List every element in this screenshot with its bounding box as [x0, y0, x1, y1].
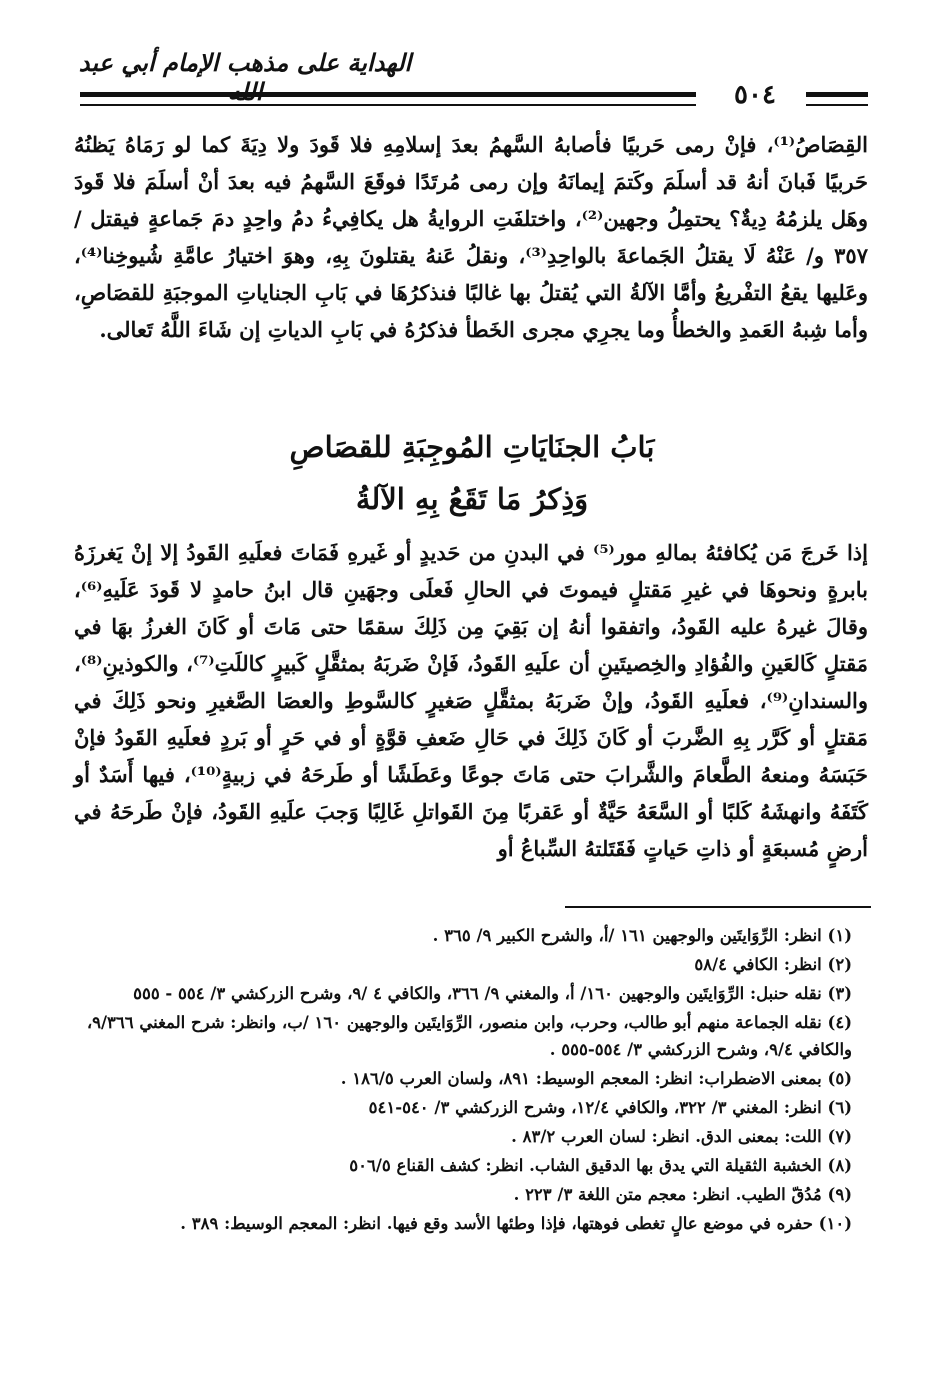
body-paragraph-2: إذا خَرجَ مَن يُكافئهُ بمالهِ مور⁽⁵⁾ في البدنِ من حَديدٍ أو غَيرهِ فَمَاتَ فعلَيهِ القَودُ إلا إنْ يَغرزَهُ بابرةٍ ونحوهَا في غيرِ مَقتلٍ فيموتَ في الحالِ فَعلَى وجهَينِ قال ابنُ حامدٍ لا قَودَ عَلَيهِ⁽⁶⁾، وقالَ غيرهُ عليه القَودُ، واتفقوا أنهُ إن بَقِيَ مِن ذَلِكَ سقمًا حتى مَاتَ أو كَانَ الغرزُ بهَا في مَقتلٍ كَالعَينِ والفُؤادِ والخِصيتَينِ أن علَيهِ القَودُ، فَإنْ ضَربَهُ بمثقَّلٍ كَبيرٍ كاللَتِ⁽⁷⁾، والكوذينِ⁽⁸⁾، والسندانِ⁽⁹⁾، فعلَيهِ القَودُ، وإنْ ضَربَهُ بمثقَّلٍ صَغيرٍ كالسَّوطِ والعصَا الصَّغيرِ ونحو ذَلِكَ في مَقتلٍ أو كَرَّر بِهِ الضَّربَ أو كَانَ ذَلِكَ في حَالِ ضَعفِ قوَّةٍ أو في حَرٍ أو بَردٍ فعلَيهِ القَودُ فإنْ حَبَسَهُ ومنعهُ الطَّعامَ والشَّرابَ حتى مَاتَ جوعًا وعَطَشًا أو طَرحَهُ في زبيةٍ⁽¹⁰⁾، فيها أَسَدٌ أو كَتَفَهُ وانهشَهُ كَلبًا أو السَّعَهُ حَيَّةٌ أو عَقربًا مِنَ القَواتلِ غَالِبًا وَجبَ علَيهِ القَودُ، فإنْ طَرحَهُ في أرضٍ مُسبعَةٍ أو ذاتِ حَياتٍ فَقَتَلتهُ السِّباعُ أو — [74, 540, 868, 861]
footnote-5: (٥) بمعنى الاضطراب: انظر: المعجم الوسيط: ٨٩١، ولسان العرب ١٨٦/٥ . — [340, 1069, 852, 1088]
page-number: ٥٠٤ — [734, 80, 776, 110]
footnote-6: (٦) انظر: المغني ٣/ ٣٢٢، والكافي ١٢/٤، وشرح الزركشي ٣/ ٥٤٠-٥٤١ — [368, 1098, 852, 1117]
footnote-2: (٢) انظر: الكافي ٥٨/٤ — [694, 955, 852, 974]
footnote-4: (٤) نقله الجماعة منهم أبو طالب، وحرب، وابن منصور، الرِّوَايتَين والوجهين ١٦٠ /ب، وانظر: شرح المغني ٩/٣٦٦، والكافي ٩/٤، وشرح الزركشي ٣/ ٥٥٤-٥٥٥ . — [86, 1013, 852, 1059]
footnote-3: (٣) نقله حنبل: الرِّوَايتَين والوجهين ١٦٠/ أ، والمغني ٩/ ٣٦٦، والكافي ٤ /٩، وشرح الزركشي ٣/ ٥٥٤ - ٥٥٥ — [133, 984, 852, 1003]
running-title: الهداية على مذهب الإمام أبي عبد — [78, 48, 412, 77]
header-rule-thin-right — [806, 104, 868, 106]
body-paragraph-1: القِصَاصُ⁽¹⁾، فإنْ رمى حَربيًا فأصابهُ السَّهمُ بعدَ إسلامِهِ فلا قَودَ ولا دِيَةَ كما لو رَمَاهُ يَظنُهُ حَربيًا فَبانَ أنهُ قد أسلَمَ وكَتمَ إيمانَهُ وإن رمى مُرتَدًا فوقَعَ السَّهمُ فيه بعدَ أنْ أسلَمَ فلا قَودَ وهَل يلزمُهُ دِيةٌ؟ يحتمِلُ وجهين⁽²⁾، واختلفَتِ الروايةُ هل يكافِيءُ دمُ واحِدٍ دمَ جَماعةٍ فيقتل /٣٥٧ و/ عَنْهُ لَا يقتلُ الجَماعةَ بالواحِدِ⁽³⁾، ونقلُ عَنهُ يقتلونَ بِهِ، وهوَ اختيارُ عامَّةِ شُيوخِنا⁽⁴⁾، وعَليها يقعُ التفْريعُ وأمَّا الآلةُ التي يُقتلُ بها غالبًا فنذكرُهَا في بَابِ الجناياتِ الموجبَةِ للقصَاصِ، وأما شِبهُ العَمدِ والخطأُ وما يجرِي مجرى الخَطأ فذكرُهُ في بَابِ الدياتِ إن شَاءَ اللَّهُ تَعالى. — [74, 132, 868, 342]
chapter-subheading: وَذِكرُ مَا تَقَعُ بِهِ الآلةُ — [355, 482, 589, 516]
footnote-1: (١) انظر: الرِّوَايتَين والوجهين ١٦١ /أ، والشرح الكبير ٩/ ٣٦٥ . — [432, 926, 852, 945]
header-rule-thick-right — [806, 92, 868, 97]
footnote-7: (٧) اللت: بمعنى الدق. انظر: لسان العرب ٨٣/٢ . — [511, 1127, 852, 1146]
chapter-heading: بَابُ الجنَايَاتِ المُوجِبَةِ للقصَاصِ — [289, 430, 655, 464]
footnote-10: (١٠) حفره في موضع عالٍ تغطى فوهتها، فإذا وطئها الأسد وقع فيها. انظر: المعجم الوسيط: ٣٨٩ . — [180, 1214, 852, 1233]
header-rule-thick — [80, 92, 696, 97]
footnote-9: (٩) مُدُقّ الطيب. انظر: معجم متن اللغة ٣/ ٢٢٣ . — [513, 1185, 852, 1204]
footnotes — [76, 922, 852, 1239]
footnote-8: (٨) الخشبة الثقيلة التي يدق بها الدقيق الشاب. انظر: كشف القناع ٥٠٦/٥ — [349, 1156, 852, 1175]
header-rule-thin — [80, 104, 696, 106]
footnote-separator — [565, 906, 871, 908]
